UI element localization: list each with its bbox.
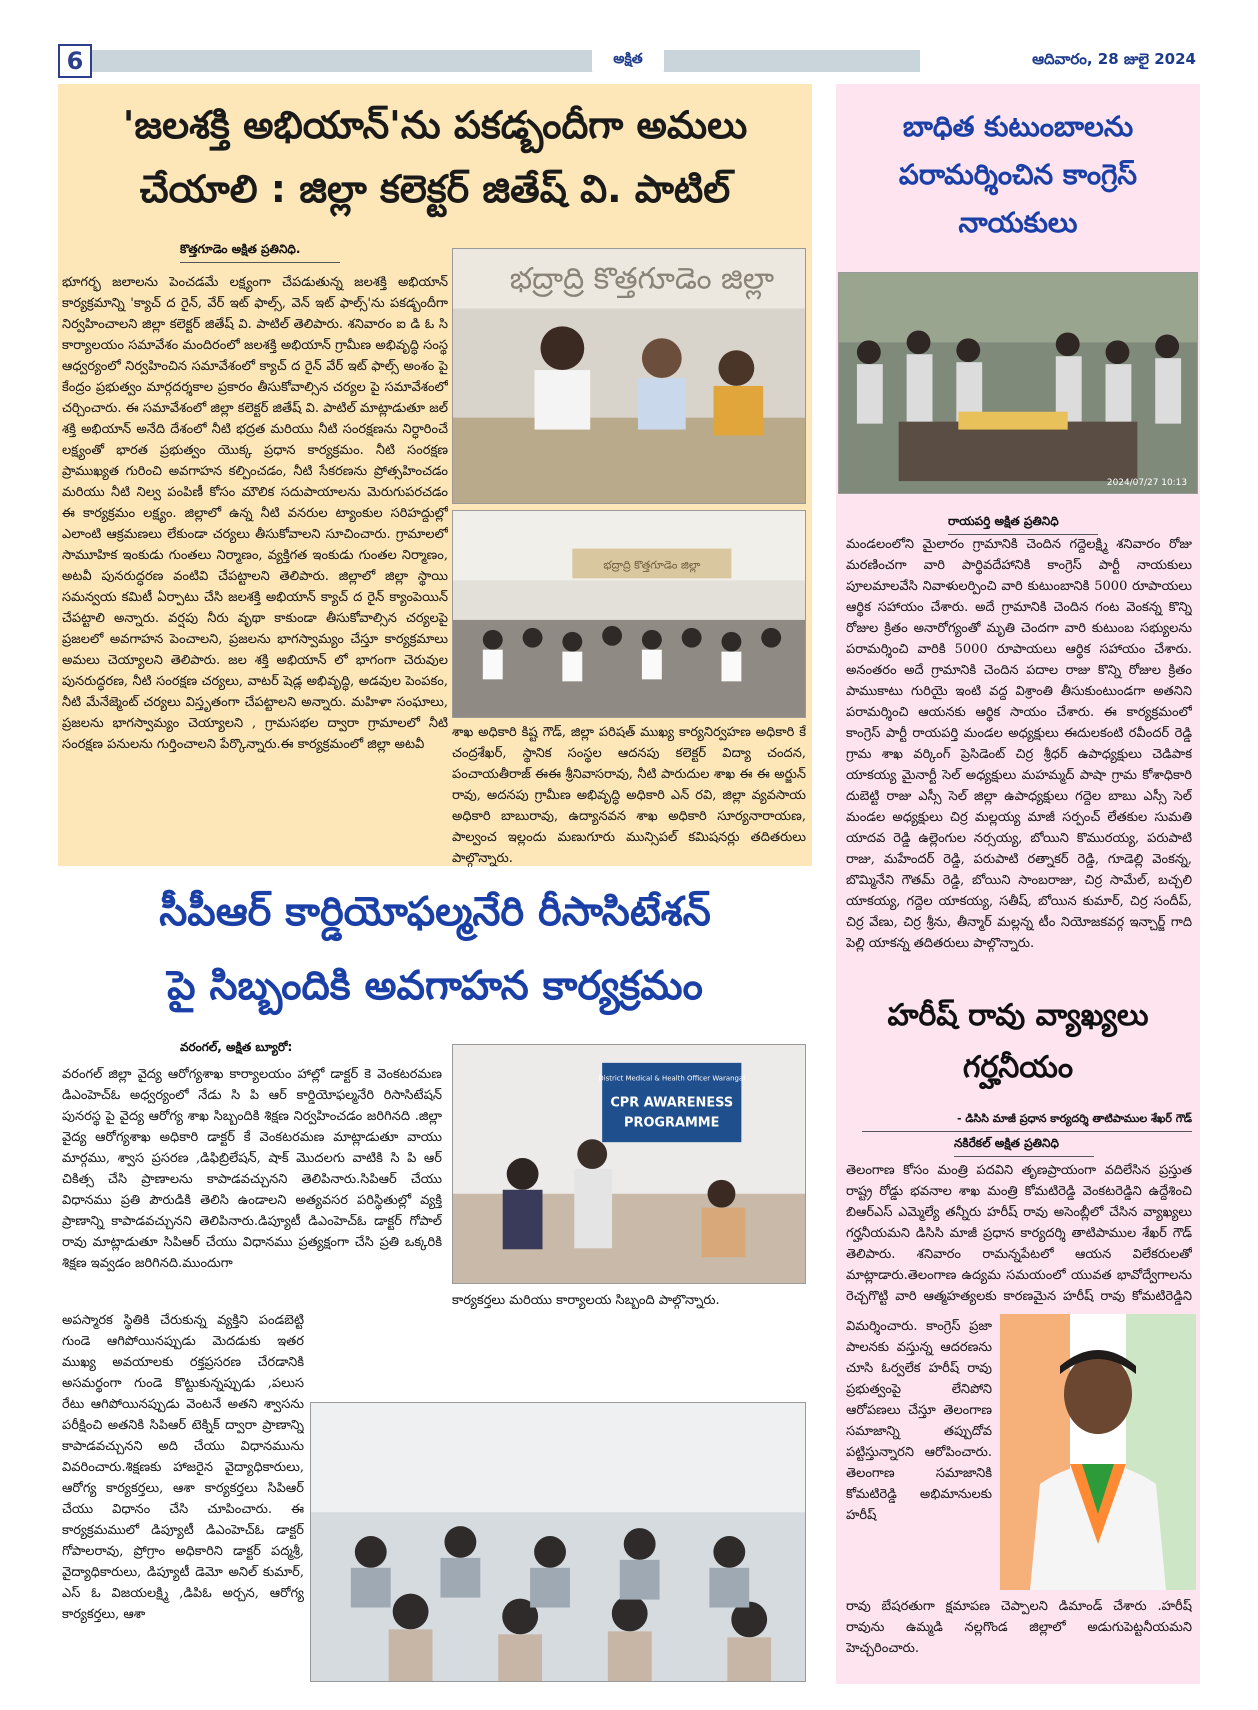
article-harish-headline-1: హరీష్ రావు వ్యాఖ్యలు	[887, 998, 1149, 1033]
article-jalashakti-body: భూగర్భ జలాలను పెంచడమే లక్ష్యంగా చేపడుతున్న జలశక్తి అభియాన్ కార్యక్రమాన్ని 'క్యాచ్ ద రైన్, వేర్ ఇట్ ఫాల్స్, వెన్ ఇట్ ఫాల్స్'ను పకడ్బందీగా నిర్వహించాలని జిల్లా కలెక్టర్ జితేష్ వి. పాటిల్ తెలిపారు. శనివారం ఐ డి ఓ సి కార్యాలయం సమావేశం మందిరంలో జలశక్తి అభియాన్ గ్రామీణ అభివృద్ధి సంస్థ ఆధ్వర్యంలో నిర్వహించిన సమావేశంలో క్యాచ్ ద రైన్ వేర్ ఇట్ ఫాల్స్ అంశం పై కేంద్రం ప్రభుత్వం మార్గదర్శకాల ప్రకారం తీసుకోవాల్సిన చర్యల పై సమావేశంలో చర్చించారు. ఈ సమావేశంలో జిల్లా కలెక్టర్ జితేష్ వి. పాటిల్ మాట్లాడుతూ జల్ శక్తి అభియాన్ అనేది దేశంలో నీటి భద్రత మరియు నీటి సంరక్షణను నిర్ధారించే లక్ష్యంతో భారత ప్రభుత్వం యొక్క ప్రధాన కార్యక్రమం. నీటి సంరక్షణ ప్రాముఖ్యత గురించి అవగాహన కల్పించడం, నీటి సేకరణను ప్రోత్సహించడం మరియు నీటి నిల్వ పంపిణీ కోసం మౌలిక సదుపాయాలను మెరుగుపరచడం ఈ కార్యక్రమం లక్ష్యం. జిల్లాలో ఉన్న నీటి వనరుల ట్యాంకుల సరిహద్దుల్లో ఎలాంటి ఆక్రమణలు లేకుండా చర్యలు తీసుకోవాలని సూచించారు. గ్రామాలలో సామూహిక ఇంకుడు గుంతలు నిర్మాణం, వ్యక్తిగత ఇంకుడు గుంతల నిర్మాణం, అటవీ పునరుద్ధరణ వంటివి చేపట్టాలని తెలిపారు. జిల్లాలో జిల్లా స్థాయి సమన్వయ కమిటీ ఏర్పాటు చేసి జలశక్తి అభియాన్ క్యాచ్ ద రైన్ క్యాంపెయిన్ చేపట్టాలి అన్నారు. వర్షపు నీరు వృథా కాకుండా తీసుకోవాల్సిన చర్యలపై ప్రజలలో అవగాహన పెంచాలని, ప్రజలను భాగస్వామ్యం చేస్తూ కార్యక్రమాలు అమలు చెయ్యాలని తెలిపారు. జల శక్తి అభియాన్ లో భాగంగా చెరువుల పునరుద్ధరణ, నీటి సంరక్షణ చర్యలు, వాటర్ షెడ్ల అభివృద్ధి, అడవుల పెంపకం, నీటి మేనేజ్మెంట్ చర్యలు విస్తృతంగా చేపట్టాలని అన్నారు. మహిళా సంఘాలు, ప్రజలను భాగస్వామ్యం చెయ్యాలని , గ్రామసభల ద్వారా గ్రామాలలో నీటి సంరక్షణ పనులను గుర్తించాలని పేర్కొన్నారు.ఈ కార్యక్రమంలో జిల్లా అటవీ	[62, 275, 448, 752]
cpr-photo-caption: కార్యకర్తలు మరియు కార్యాలయ సిబ్బంది పాల్గొన్నారు.	[452, 1293, 720, 1308]
article-harish-body-mid: విమర్శించారు. కాంగ్రెస్ ప్రజా పాలనకు వస్తున్న ఆదరణను చూసి ఓర్వలేక హరీష్ రావు ప్రభుత్వంపై లేనిపోని ఆరోపణలు చేస్తూ తెలంగాణ సమాజాన్ని తప్పుదోవ పట్టిస్తున్నారని ఆరోపించారు. తెలంగాణ సమాజానికి కోమటిరెడ్డి అభిమానులకు హరీష్	[846, 1319, 992, 1523]
article-cpr-body-top: వరంగల్ జిల్లా వైద్య ఆరోగ్యశాఖ కార్యాలయం హాల్లో డాక్టర్ కె వెంకటరమణ డిఎంహెచ్ఓ అధ్వర్యంలో నేడు సి పి ఆర్ కార్డియోఫల్మనేరి రిసాసిటేషన్ పునరస్థ పై వైద్య ఆరోగ్య శాఖ సిబ్బందికి శిక్షణ నిర్వహించడం జరిగినది .జిల్లా వైద్య ఆరోగ్యశాఖ అధికారి డాక్టర్ కే వెంకటరమణ మాట్లాడుతూ వాయు మార్గము, శ్వాస ప్రసరణ ,డిఫిబ్రిలేషన్, షాక్ మొదలగు వాటికి సి పి ఆర్ చికిత్స చేసి ప్రాణాలను కాపాడవచ్చునని తెలిపినారు.సిపిఆర్ చేయు విధానము ప్రతి పౌరుడికి తెలిసి ఉండాలని అత్యవసర పరిస్థితుల్లో వ్యక్తి ప్రాణాన్ని కాపాడవచ్చునని తెలిపినారు.డిప్యూటీ డిఎంహెచ్ఓ డాక్టర్ గోపాల్ రావు మాట్లాడుతూ సిపిఆర్ చేయు విధానము ప్రత్యక్షంగా చేసి ప్రతి ఒక్కరికి శిక్షణ ఇవ్వడం జరిగినది.ముందుగా	[62, 1067, 442, 1271]
article-cpr-byline: వరంగల్, అక్షిత బ్యూరో:	[180, 1040, 293, 1054]
photo-timestamp: 2024/07/27 10:13	[1106, 478, 1188, 489]
article-jalashakti-continued: శాఖ అధికారి కిష్ట గౌడ్, జిల్లా పరిషత్ ముఖ్య కార్యనిర్వహణ అధికారి కే చంద్రశేఖర్, స్థానిక సంస్థల ఆదనపు కలెక్టర్ విద్యా చందన, పంచాయతీరాజ్ ఈఈ శ్రీనివాసరావు, నీటి పారుదుల శాఖ ఈ ఈ అర్జున్ రావు, అదనపు గ్రామీణ అభివృద్ధి అధికారి ఎన్ రవి, జిల్లా వ్యవసాయ అధికారి బాబురావు, ఉద్యానవన శాఖ అధికారి సూర్యనారాయణ, పాల్వంచ ఇల్లందు మణుగూరు మున్సిపల్ కమిషనర్లు తదితరులు పాల్గొన్నారు.	[452, 725, 806, 866]
article-congress-headline-2: పరామర్శించిన కాంగ్రెస్	[898, 158, 1138, 191]
article-congress-headline-1: బాధిత కుటుంబాలను	[902, 110, 1134, 143]
article-congress-body: మండలంలోని మైలారం గ్రామానికి చెందిన గద్దెలక్ష్మి శనివారం రోజు మరణించగా వారి పార్థివదేహానికి కాంగ్రెస్ పార్టీ నాయకులు పూలమాలవేసి నివాళులర్పించి వారి కుటుంబానికి 5000 రూపాయలు ఆర్థిక సహాయం చేశారు. అదే గ్రామానికి చెందిన గంట వెంకన్న కొన్ని రోజుల క్రితం అనారోగ్యంతో మృతి చెందగా వారి కుటుంబ సభ్యులను పరామర్శించి వారికి 5000 రూపాయలు ఆర్థిక సహాయం చేశారు. అనంతరం అదే గ్రామానికి చెందిన పదాల రాజు కొన్ని రోజుల క్రితం పాముకాటు గురియై ఇంటి వద్ద విశ్రాంతి తీసుకుంటుండగా అతనిని పరామర్శించి ఆయనకు ఆర్థిక సాయం చేశారు. ఈ కార్యక్రమంలో కాంగ్రెస్ పార్టీ రాయపర్తి మండల అధ్యక్షులు ఈదులకంటి రవీందర్ రెడ్డి గ్రామ శాఖ వర్కింగ్ ప్రెసిడెంట్ చిర్ర శ్రీధర్ ఉపాధ్యక్షులు చెడిపాక యాకయ్య మైనార్టీ సెల్ అధ్యక్షులు మహమ్మద్ పాషా గ్రామ కోశాధికారి దుబెట్టి రాజు ఎస్సీ సెల్ జిల్లా ఉపాధ్యక్షులు గద్దెల బాబు ఎస్సీ సెల్ మండల అధ్యక్షులు చిర్ర మల్లయ్య మాజీ సర్పంచ్ లేతకుల సుమతి యాదవ రెడ్డి ఉల్లెంగుల నర్సయ్య, బోయిని కొమురయ్య, పరుపాటి రాజు, మహేందర్ రెడ్డి, పరుపాటి రత్నాకర్ రెడ్డి, గూడెల్లి వెంకన్న, బొమ్మినేని గౌతమ్ రెడ్డి, బోయిని సాంబరాజు, చిర్ర సామేల్, బచ్చలి యాకయ్య, గద్దెల యాకయ్య, సతీష్, బోయిన కుమార్, చిర్ర సందీప్, చిర్ర వేణు, చిర్ర శ్రీను, తీన్మార్ మల్లన్న టీం నియోజకవర్గ ఇన్చార్జ్ గాది పెల్లి యాకన్న తదితరులు పాల్గొన్నారు.	[846, 537, 1192, 951]
photo-wall-sign: భద్రాద్రి కొత్తగూడెం జిల్లా	[509, 261, 775, 297]
article-jalashakti-headline-1: 'జలశక్తి అభియాన్'ను పకడ్బందీగా అమలు	[122, 103, 748, 147]
article-cpr-body-bottom: అపస్మారక స్థితికి చేరుకున్న వ్యక్తిని పండబెట్టి గుండె ఆగిపోయినప్పుడు మెదడుకు ఇతర ముఖ్య అవయాలకు రక్తప్రసరణ చేరడానికి అసమర్థంగా గుండె కొట్టుకున్నప్పుడు ,పలుస రేటు ఆగిపోయినప్పుడు వెంటనే అతని శ్వాసను పరీక్షించి అతనికి సిపిఆర్ టెక్నిక్ ద్వారా ప్రాణాన్ని కాపాడవచ్చునని అది చేయు విధానమును వివరించారు.శిక్షణకు హాజరైన వైద్యాధికారులు, ఆరోగ్య కార్యకర్తలు, ఆశా కార్యకర్తలు సిపిఆర్ చేయు విధానం చేసి చూపించారు. ఈ కార్యక్రమములో డిప్యూటీ డిఎంహెచ్ఓ డాక్టర్ గోపాలరావు, ప్రోగ్రాం అధికారిని డాక్టర్ పద్మశ్రీ, వైద్యాధికారులు, డిప్యూటీ డెమో అనిల్ కుమార్, ఎస్ ఓ విజయలక్ష్మి ,డిపిఓ అర్చన, ఆరోగ్య కార్యకర్తలు, ఆశా	[62, 1313, 304, 1622]
cpr-audience-photo	[310, 1402, 806, 1682]
condolence-visit-photo	[838, 272, 1198, 494]
cpr-banner-line1: District Medical & Health Officer Warangal	[598, 1074, 746, 1083]
cpr-banner-line2: CPR AWARENESS	[610, 1095, 734, 1111]
article-congress-headline-3: నాయకులు	[958, 206, 1078, 239]
article-jalashakti-headline-2: చేయాలి : జిల్లా కలెక్టర్ జితేష్ వి. పాటిల్	[139, 167, 731, 211]
article-harish-body-bottom: రావు బేషరతుగా క్షమాపణ చెప్పాలని డిమాండ్ చేశారు .హరీష్ రావును ఉమ్మడి నల్లగొండ జిల్లాలో అడుగుపెట్టనీయమని హెచ్చరించారు.	[846, 1599, 1192, 1656]
article-harish-subtitle: - డిసిసి మాజీ ప్రధాన కార్యదర్శి తాటిపాముల శేఖర్ గౌడ్	[862, 1112, 1192, 1132]
page-number: 6	[58, 44, 92, 78]
article-cpr-headline-2: పై సిబ్బందికి అవగాహన కార్యక్రమం	[167, 963, 703, 1009]
cpr-programme-photo	[452, 1044, 806, 1284]
article-harish-headline-2: గర్హనీయం	[962, 1050, 1074, 1085]
article-cpr-headline-1: సీపీఆర్ కార్డియోఫల్మనేరి రీసాసిటేశన్	[159, 889, 711, 935]
article-harish-body-top: తెలంగాణ కోసం మంత్రి పదవిని తృణప్రాయంగా వదిలేసిన ప్రస్తుత రాష్ట్ర రోడ్డు భవనాల శాఖ మంత్రి కోమటిరెడ్డి వెంకటరెడ్డిని ఉద్దేశించి బిఆర్ఎస్ ఎమ్మెల్యే తన్నీరు హరీష్ రావు అసెంబ్లీలో చేసిన వ్యాఖ్యలు గర్హనీయమని డిసిసి మాజీ ప్రధాన కార్యదర్శి తాటిపాముల శేఖర్ గౌడ్ తెలిపారు. శనివారం రామన్నపేటలో ఆయన విలేకరులతో మాట్లాడారు.తెలంగాణ ఉద్యమ సమయంలో యువత భావోద్వేగాలను రెచ్చగొట్టి వారి ఆత్మహత్యలకు కారణమైన హరీష్ రావు కోమటిరెడ్డిని	[846, 1163, 1192, 1304]
issue-date: ఆదివారం, 28 జులై 2024	[920, 44, 1200, 74]
photo-hall-sign: భద్రాద్రి కొత్తగూడెం జిల్లా	[603, 558, 701, 572]
article-harish-byline: నకిరేకల్ అక్షిత ప్రతినిధి	[954, 1136, 1094, 1157]
meeting-hall-photo	[452, 510, 806, 718]
article-jalashakti-byline: కొత్తగూడెం అక్షిత ప్రతినిధి.	[180, 242, 340, 263]
article-congress-byline: రాయపర్తి అక్షిత ప్రతినిధి	[948, 514, 1098, 535]
cpr-banner-line3: PROGRAMME	[624, 1115, 720, 1131]
collector-meeting-photo	[452, 248, 806, 504]
shekar-goud-portrait	[1000, 1314, 1196, 1590]
masthead-logo: అక్షిత	[592, 44, 664, 74]
